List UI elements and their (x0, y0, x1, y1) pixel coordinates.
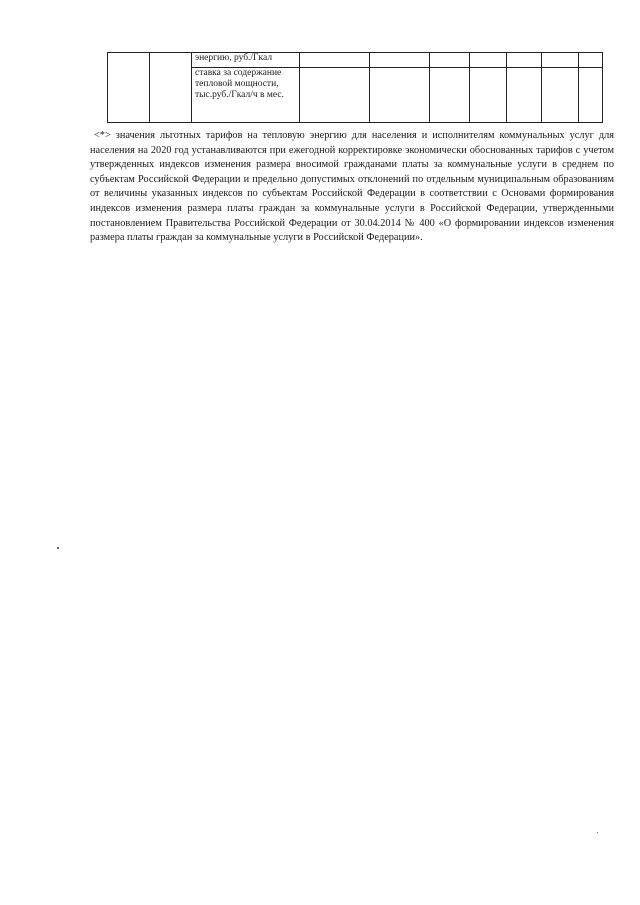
table-cell (579, 53, 603, 68)
footnote-text: <*> значения льготных тарифов на тепловую энергию для населения и исполнителям коммунальных услуг для населения на 2020 год устанавливаются при ежегодной корректировке экономически обоснованных тарифов с учетом утвержденных индексов изменения размера вносимой гражданами платы за коммунальные услуги в среднем по субъектам Российской Федерации и предельно допустимых отклонений по отдельным муниципальным образованиям от величины указанных индексов по субъектам Российской Федерации в соответствии с Основами формирования индексов изменения размера платы граждан за коммунальные услуги в Российской Федерации, утвержденными постановлением Правительства Российской Федерации от 30.04.2014 № 400 «О формировании индексов изменения размера платы граждан за коммунальные услуги в Российской Федерации». (90, 130, 614, 244)
table-cell (579, 68, 603, 123)
scan-speck (57, 547, 59, 549)
table-cell (300, 68, 370, 123)
param-cell: ставка за содержание тепловой мощности, тыс.руб./Гкал/ч в мес. (192, 68, 300, 123)
table-cell (507, 68, 542, 123)
table-cell (108, 53, 150, 123)
table-cell (430, 68, 470, 123)
footnote (90, 129, 614, 246)
table-cell (430, 53, 470, 68)
table-cell (150, 53, 192, 123)
table-row (108, 53, 603, 68)
table-cell (542, 68, 579, 123)
table-cell (542, 53, 579, 68)
table-cell (300, 53, 370, 68)
table-cell (470, 68, 507, 123)
table-cell (370, 68, 430, 123)
table-cell (370, 53, 430, 68)
table-cell (470, 53, 507, 68)
param-cell: энергию, руб./Гкал (192, 53, 300, 68)
table-cell (507, 53, 542, 68)
scan-speck (597, 832, 598, 833)
tariff-table-fragment (107, 52, 603, 123)
